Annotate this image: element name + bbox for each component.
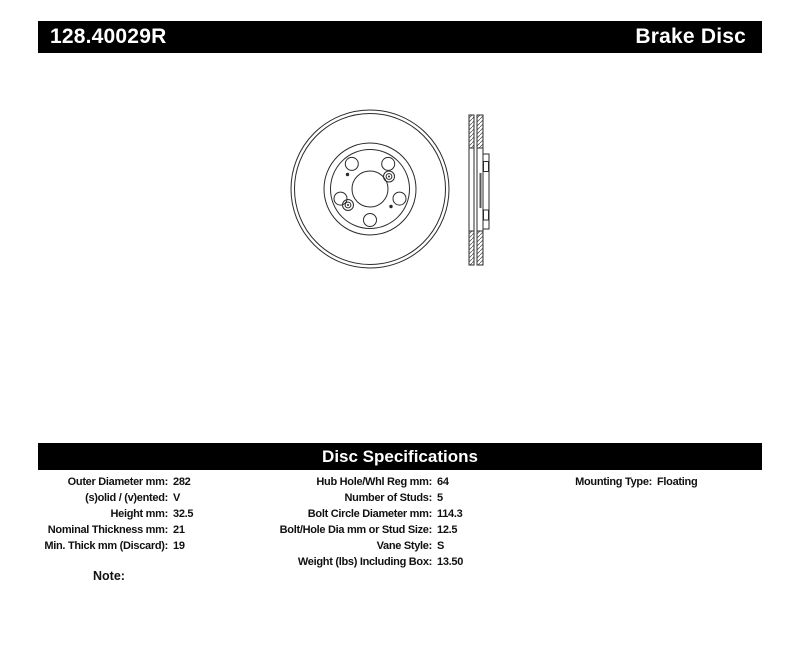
spec-row-bolt-hole-dia	[280, 522, 463, 538]
spec-value: 282	[173, 476, 191, 488]
spec-column-middle	[280, 474, 463, 570]
spec-section-title-bar	[38, 443, 762, 470]
technical-drawing	[260, 95, 510, 285]
spec-row-number-of-studs	[280, 490, 463, 506]
rotor-plate-hatched	[469, 115, 474, 148]
threaded-access-holes	[343, 171, 395, 211]
spec-value: 21	[173, 524, 185, 536]
spec-value: Floating	[657, 476, 698, 488]
spec-label: Number of Studs:	[344, 492, 432, 504]
stud-hole	[382, 157, 395, 170]
spec-row-hub-hole	[280, 474, 463, 490]
spec-label: Bolt/Hole Dia mm or Stud Size:	[279, 524, 432, 536]
product-type: Brake Disc	[635, 25, 746, 48]
spec-column-left	[38, 474, 193, 554]
spec-column-right	[540, 474, 697, 490]
spec-row-solid-vented	[38, 490, 193, 506]
spec-row-outer-diameter	[38, 474, 193, 490]
hub-inner-circle	[331, 150, 410, 229]
stud-hole	[393, 192, 406, 205]
spec-row-bolt-circle-diameter	[280, 506, 463, 522]
spec-value: 32.5	[173, 508, 194, 520]
spec-value: S	[437, 540, 445, 552]
spec-value: 64	[437, 476, 449, 488]
pin-hole-dot	[346, 173, 349, 176]
spec-row-weight	[280, 554, 463, 570]
pin-hole-dot	[389, 205, 392, 208]
spec-label: Min. Thick mm (Discard):	[44, 540, 168, 552]
spec-row-nominal-thickness	[38, 522, 193, 538]
spec-value: 114.3	[437, 508, 463, 520]
flange-stud-hole	[484, 210, 489, 220]
spec-section-title: Disc Specifications	[322, 446, 478, 466]
hub-outer-circle	[324, 143, 416, 235]
brake-disc-front-view	[291, 110, 449, 268]
stud-hole	[364, 214, 377, 227]
spec-label: Nominal Thickness mm:	[47, 524, 168, 536]
rotor-plate-hatched	[477, 115, 483, 148]
part-number: 128.40029R	[50, 25, 167, 48]
spec-value: V	[173, 492, 181, 504]
brake-disc-side-section	[469, 115, 489, 265]
spec-label: Vane Style:	[376, 540, 432, 552]
spec-row-mounting-type	[540, 474, 697, 490]
spec-label: Outer Diameter mm:	[67, 476, 168, 488]
spec-label: Mounting Type:	[575, 476, 652, 488]
rotor-plate-hatched	[477, 231, 483, 265]
flange-stud-hole	[484, 162, 489, 172]
spec-row-height	[38, 506, 193, 522]
center-hole	[352, 171, 388, 207]
spec-value: 12.5	[437, 524, 458, 536]
spec-row-vane-style	[280, 538, 463, 554]
spec-label: Weight (lbs) Including Box:	[297, 556, 432, 568]
spec-label: Height mm:	[110, 508, 168, 520]
rotor-plate-hatched	[469, 231, 474, 265]
stud-holes	[334, 157, 406, 226]
spec-label: Bolt Circle Diameter mm:	[307, 508, 432, 520]
disc-chamfer-circle	[295, 114, 446, 265]
spec-value: 19	[173, 540, 185, 552]
header-bar	[38, 21, 762, 53]
spec-value: 5	[437, 492, 443, 504]
spec-label: (s)olid / (v)ented:	[85, 492, 168, 504]
spec-value: 13.50	[437, 556, 464, 568]
stud-hole	[334, 192, 347, 205]
spec-label: Hub Hole/Whl Reg mm:	[316, 476, 432, 488]
stud-hole	[345, 157, 358, 170]
hub-wall	[469, 148, 474, 231]
disc-outer-circle	[291, 110, 449, 268]
note-label: Note:	[93, 569, 125, 583]
spec-row-min-thick	[38, 538, 193, 554]
